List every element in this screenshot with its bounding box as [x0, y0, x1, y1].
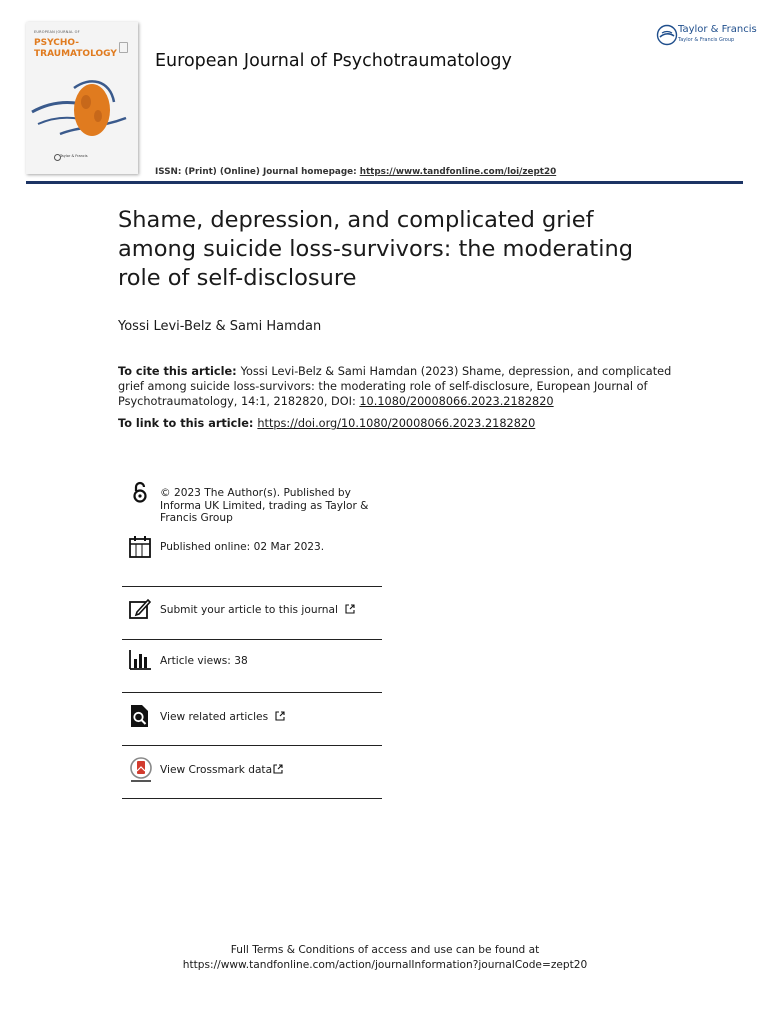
citation	[118, 364, 678, 409]
copyright-text: © 2023 The Author(s). Published by Informa UK Limited, trading as Taylor & Francis Group	[160, 487, 369, 524]
article-title: Shame, depression, and complicated grief among suicide loss-survivors: the moderating role of self-disclosure	[118, 207, 634, 291]
publisher-logo-name: Taylor & Francis	[678, 24, 757, 35]
cover-publisher: Taylor & Francis	[60, 154, 88, 158]
crossmark-row[interactable]	[122, 746, 382, 799]
edit-icon	[128, 597, 152, 621]
article-link-line	[118, 417, 535, 430]
taylor-francis-logo-icon	[656, 24, 678, 46]
cover-title	[34, 38, 117, 60]
journal-homepage-link[interactable]: https://www.tandfonline.com/loi/zept20	[359, 167, 557, 177]
related-articles-link[interactable]	[160, 711, 285, 724]
calendar-icon	[128, 535, 152, 559]
footer-terms-text: Full Terms & Conditions of access and use can be found at	[230, 944, 540, 956]
article-info-list	[122, 478, 382, 799]
cover-title-line1: PSYCHO-	[34, 38, 79, 48]
published-row	[122, 534, 382, 587]
citation-doi-link[interactable]: 10.1080/20008066.2023.2182820	[359, 395, 554, 408]
cover-badge-icon	[119, 42, 128, 53]
issn-line	[155, 167, 556, 177]
open-access-icon	[128, 480, 152, 504]
document-search-icon	[128, 704, 152, 728]
external-link-icon	[273, 764, 283, 774]
crossmark-label: View Crossmark data	[160, 764, 273, 776]
crossmark-icon	[128, 756, 154, 784]
external-link-icon	[345, 604, 355, 614]
crossmark-link[interactable]	[160, 764, 283, 777]
article-authors: Yossi Levi-Belz & Sami Hamdan	[118, 319, 322, 334]
submit-article-link[interactable]	[160, 604, 355, 617]
published-date: Published online: 02 Mar 2023.	[160, 541, 325, 553]
footer-terms-link[interactable]: https://www.tandfonline.com/action/journalInformation?journalCode=zept20	[182, 958, 588, 971]
submit-row[interactable]	[122, 587, 382, 640]
related-articles-label: View related articles	[160, 711, 269, 723]
footer-terms	[0, 943, 770, 972]
header-divider	[26, 181, 743, 184]
article-doi-link[interactable]: https://doi.org/10.1080/20008066.2023.2182820	[257, 417, 536, 430]
cover-kicker: EUROPEAN JOURNAL OF	[34, 30, 80, 34]
journal-cover-image	[26, 22, 138, 174]
citation-text: Yossi Levi-Belz & Sami Hamdan (2023) Shame, depression, and complicated grief among suicide loss-survivors: the moderating role of self-disclosure, European Journal of Psychotraumatology, 14:1, 2182820, DOI:	[118, 365, 672, 408]
external-link-icon	[275, 711, 285, 721]
submit-article-label: Submit your article to this journal	[160, 604, 338, 616]
article-views: Article views: 38	[160, 655, 248, 667]
issn-label: ISSN: (Print) (Online) Journal homepage:	[155, 167, 360, 177]
journal-title: European Journal of Psychotraumatology	[155, 51, 512, 71]
views-row	[122, 640, 382, 693]
cover-artwork	[30, 72, 134, 146]
copyright-row	[122, 478, 382, 534]
publisher-logo-sub: Taylor & Francis Group	[678, 37, 735, 43]
cover-title-line2: TRAUMATOLOGY	[34, 49, 117, 59]
related-row[interactable]	[122, 693, 382, 746]
citation-label: To cite this article:	[118, 365, 241, 378]
link-label: To link to this article:	[118, 417, 258, 430]
bar-chart-icon	[128, 648, 152, 672]
